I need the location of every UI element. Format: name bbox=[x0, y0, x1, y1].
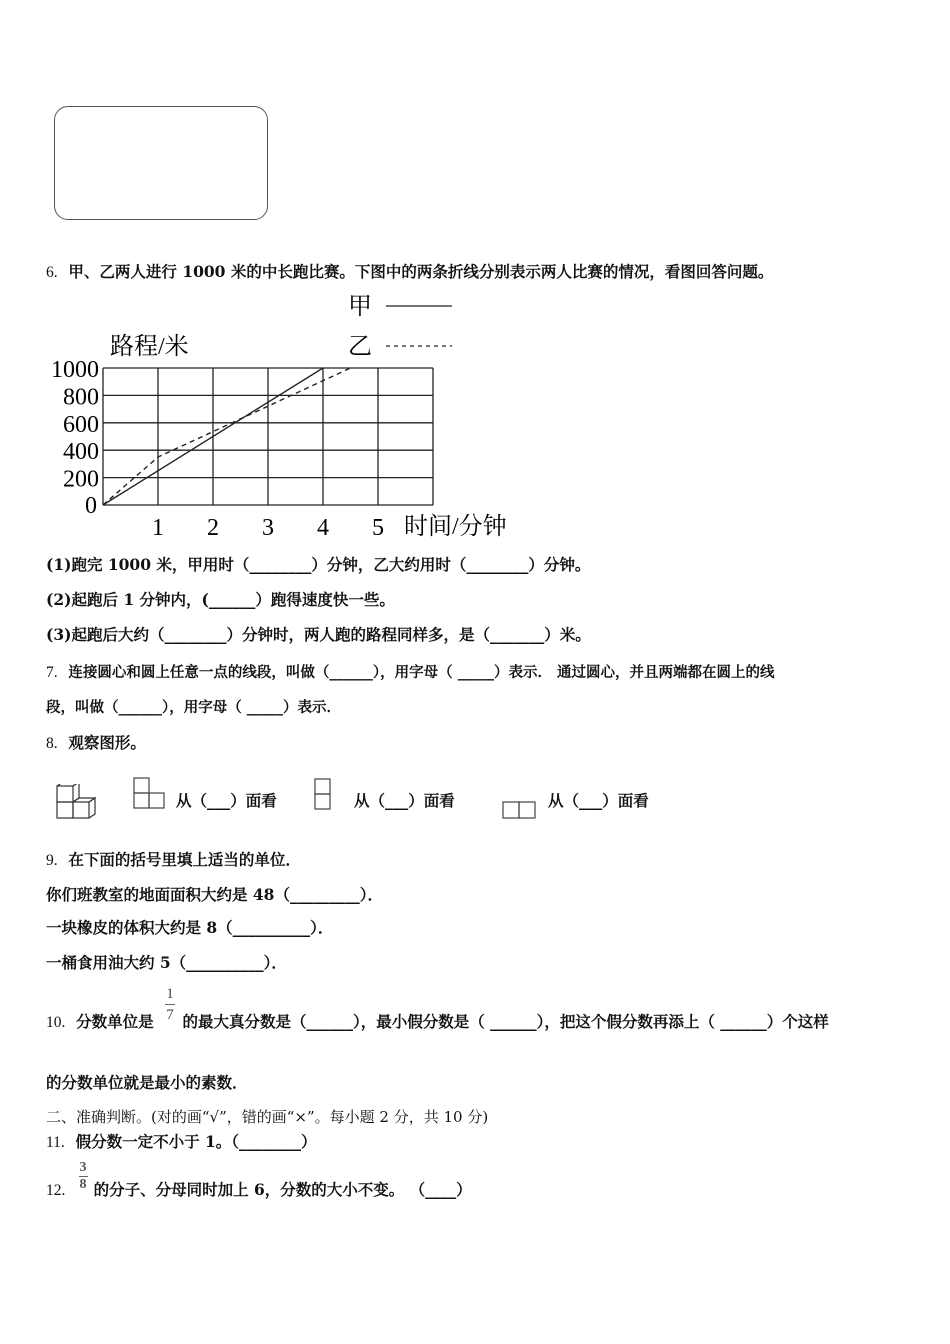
legend-label: 甲 bbox=[348, 294, 372, 320]
question-11-number: 11. bbox=[46, 1134, 65, 1151]
fraction-denominator: 7 bbox=[166, 1007, 174, 1023]
legend-label: 乙 bbox=[348, 334, 372, 360]
fraction-three-eighths bbox=[76, 1160, 90, 1193]
question-6-number: 6. bbox=[46, 264, 58, 281]
question-11 bbox=[46, 1132, 317, 1153]
x-tick-label: 1 bbox=[152, 515, 164, 541]
question-12 bbox=[46, 1180, 472, 1201]
question-12-text: 的分子、分母同时加上 6，分数的大小不变。 （____） bbox=[93, 1180, 472, 1199]
x-tick-label: 4 bbox=[317, 515, 329, 541]
question-6-part-2: (2)起跑后 1 分钟内，(______）跑得速度快一些。 bbox=[46, 590, 395, 609]
question-7-line-2: 段，叫做（______），用字母（ _____）表示． bbox=[46, 699, 342, 716]
question-9-item-1: 你们班教室的地面面积大约是 48（_________）． bbox=[46, 885, 383, 904]
question-10-number: 10. bbox=[46, 1014, 66, 1031]
y-tick-label: 400 bbox=[63, 439, 99, 466]
question-10-pre: 分数单位是 bbox=[76, 1012, 154, 1031]
question-10-line-2: 的分数单位就是最小的素数． bbox=[46, 1073, 248, 1092]
question-9-number: 9. bbox=[46, 852, 58, 869]
question-6-part-1: (1)跑完 1000 米，甲用时（________）分钟，乙大约用时（________）分钟。 bbox=[46, 555, 591, 574]
x-tick-label: 3 bbox=[262, 515, 274, 541]
question-6-text: 甲、乙两人进行 1000 米的中长跑比赛。下图中的两条折线分别表示两人比赛的情况，看图回答问题。 bbox=[68, 262, 774, 281]
x-tick-label: 5 bbox=[372, 515, 384, 541]
y-axis-label: 路程/米 bbox=[110, 334, 189, 360]
fraction-denominator: 8 bbox=[79, 1177, 87, 1192]
section-2-heading: 二、准确判断。(对的画“√”，错的画“×”。每小题 2 分，共 10 分) bbox=[46, 1108, 489, 1126]
y-tick-label: 200 bbox=[63, 466, 99, 493]
question-7-line-1 bbox=[46, 662, 775, 683]
question-11-text: 假分数一定不小于 1。（________） bbox=[75, 1132, 317, 1151]
question-7-number: 7. bbox=[46, 664, 58, 681]
y-tick-label: 800 bbox=[63, 384, 99, 411]
view-2-label: 从（___）面看 bbox=[354, 791, 455, 810]
view-1-label: 从（___）面看 bbox=[176, 791, 277, 810]
x-tick-label: 2 bbox=[207, 515, 219, 541]
cube-stack-figure bbox=[54, 784, 96, 822]
question-10-post: 的最大真分数是（______），最小假分数是（ ______），把这个假分数再添上（ ______）个这样 bbox=[182, 1012, 829, 1031]
question-6 bbox=[46, 262, 773, 283]
question-12-number: 12. bbox=[46, 1182, 66, 1199]
view-figure-3 bbox=[501, 799, 537, 821]
fraction-numerator: 1 bbox=[166, 986, 174, 1002]
distance-time-chart bbox=[40, 290, 540, 542]
view-figure-2 bbox=[313, 777, 333, 811]
question-8-number: 8. bbox=[46, 735, 58, 752]
question-9-item-2: 一块橡皮的体积大约是 8（__________）． bbox=[46, 918, 334, 937]
question-9-item-3: 一桶食用油大约 5（__________）． bbox=[46, 953, 287, 972]
chart-legend bbox=[348, 294, 452, 360]
view-3-label: 从（___）面看 bbox=[548, 791, 649, 810]
y-tick-label: 600 bbox=[63, 411, 99, 438]
chart-grid bbox=[103, 368, 433, 505]
x-tick-label: 0 bbox=[85, 493, 97, 519]
y-tick-label: 1000 bbox=[51, 357, 99, 383]
question-7-text: 连接圆心和圆上任意一点的线段，叫做（______），用字母（ _____）表示． 通过圆心，并且两端都在圆上的线 bbox=[68, 664, 775, 681]
fraction-numerator: 3 bbox=[79, 1160, 87, 1175]
chart-ticks bbox=[51, 357, 384, 541]
x-axis-label: 时间/分钟 bbox=[404, 514, 507, 540]
question-9-text: 在下面的括号里填上适当的单位． bbox=[68, 850, 301, 869]
view-figure-1 bbox=[132, 776, 166, 810]
chart-series bbox=[103, 368, 351, 505]
question-8 bbox=[46, 733, 146, 754]
question-9 bbox=[46, 850, 301, 871]
series-line-yi bbox=[103, 368, 351, 505]
answer-box bbox=[54, 106, 268, 220]
question-6-part-3: (3)起跑后大约（________）分钟时，两人跑的路程同样多，是（_______）米。 bbox=[46, 625, 591, 644]
question-8-text: 观察图形。 bbox=[68, 733, 146, 752]
fraction-one-seventh bbox=[162, 985, 178, 1024]
